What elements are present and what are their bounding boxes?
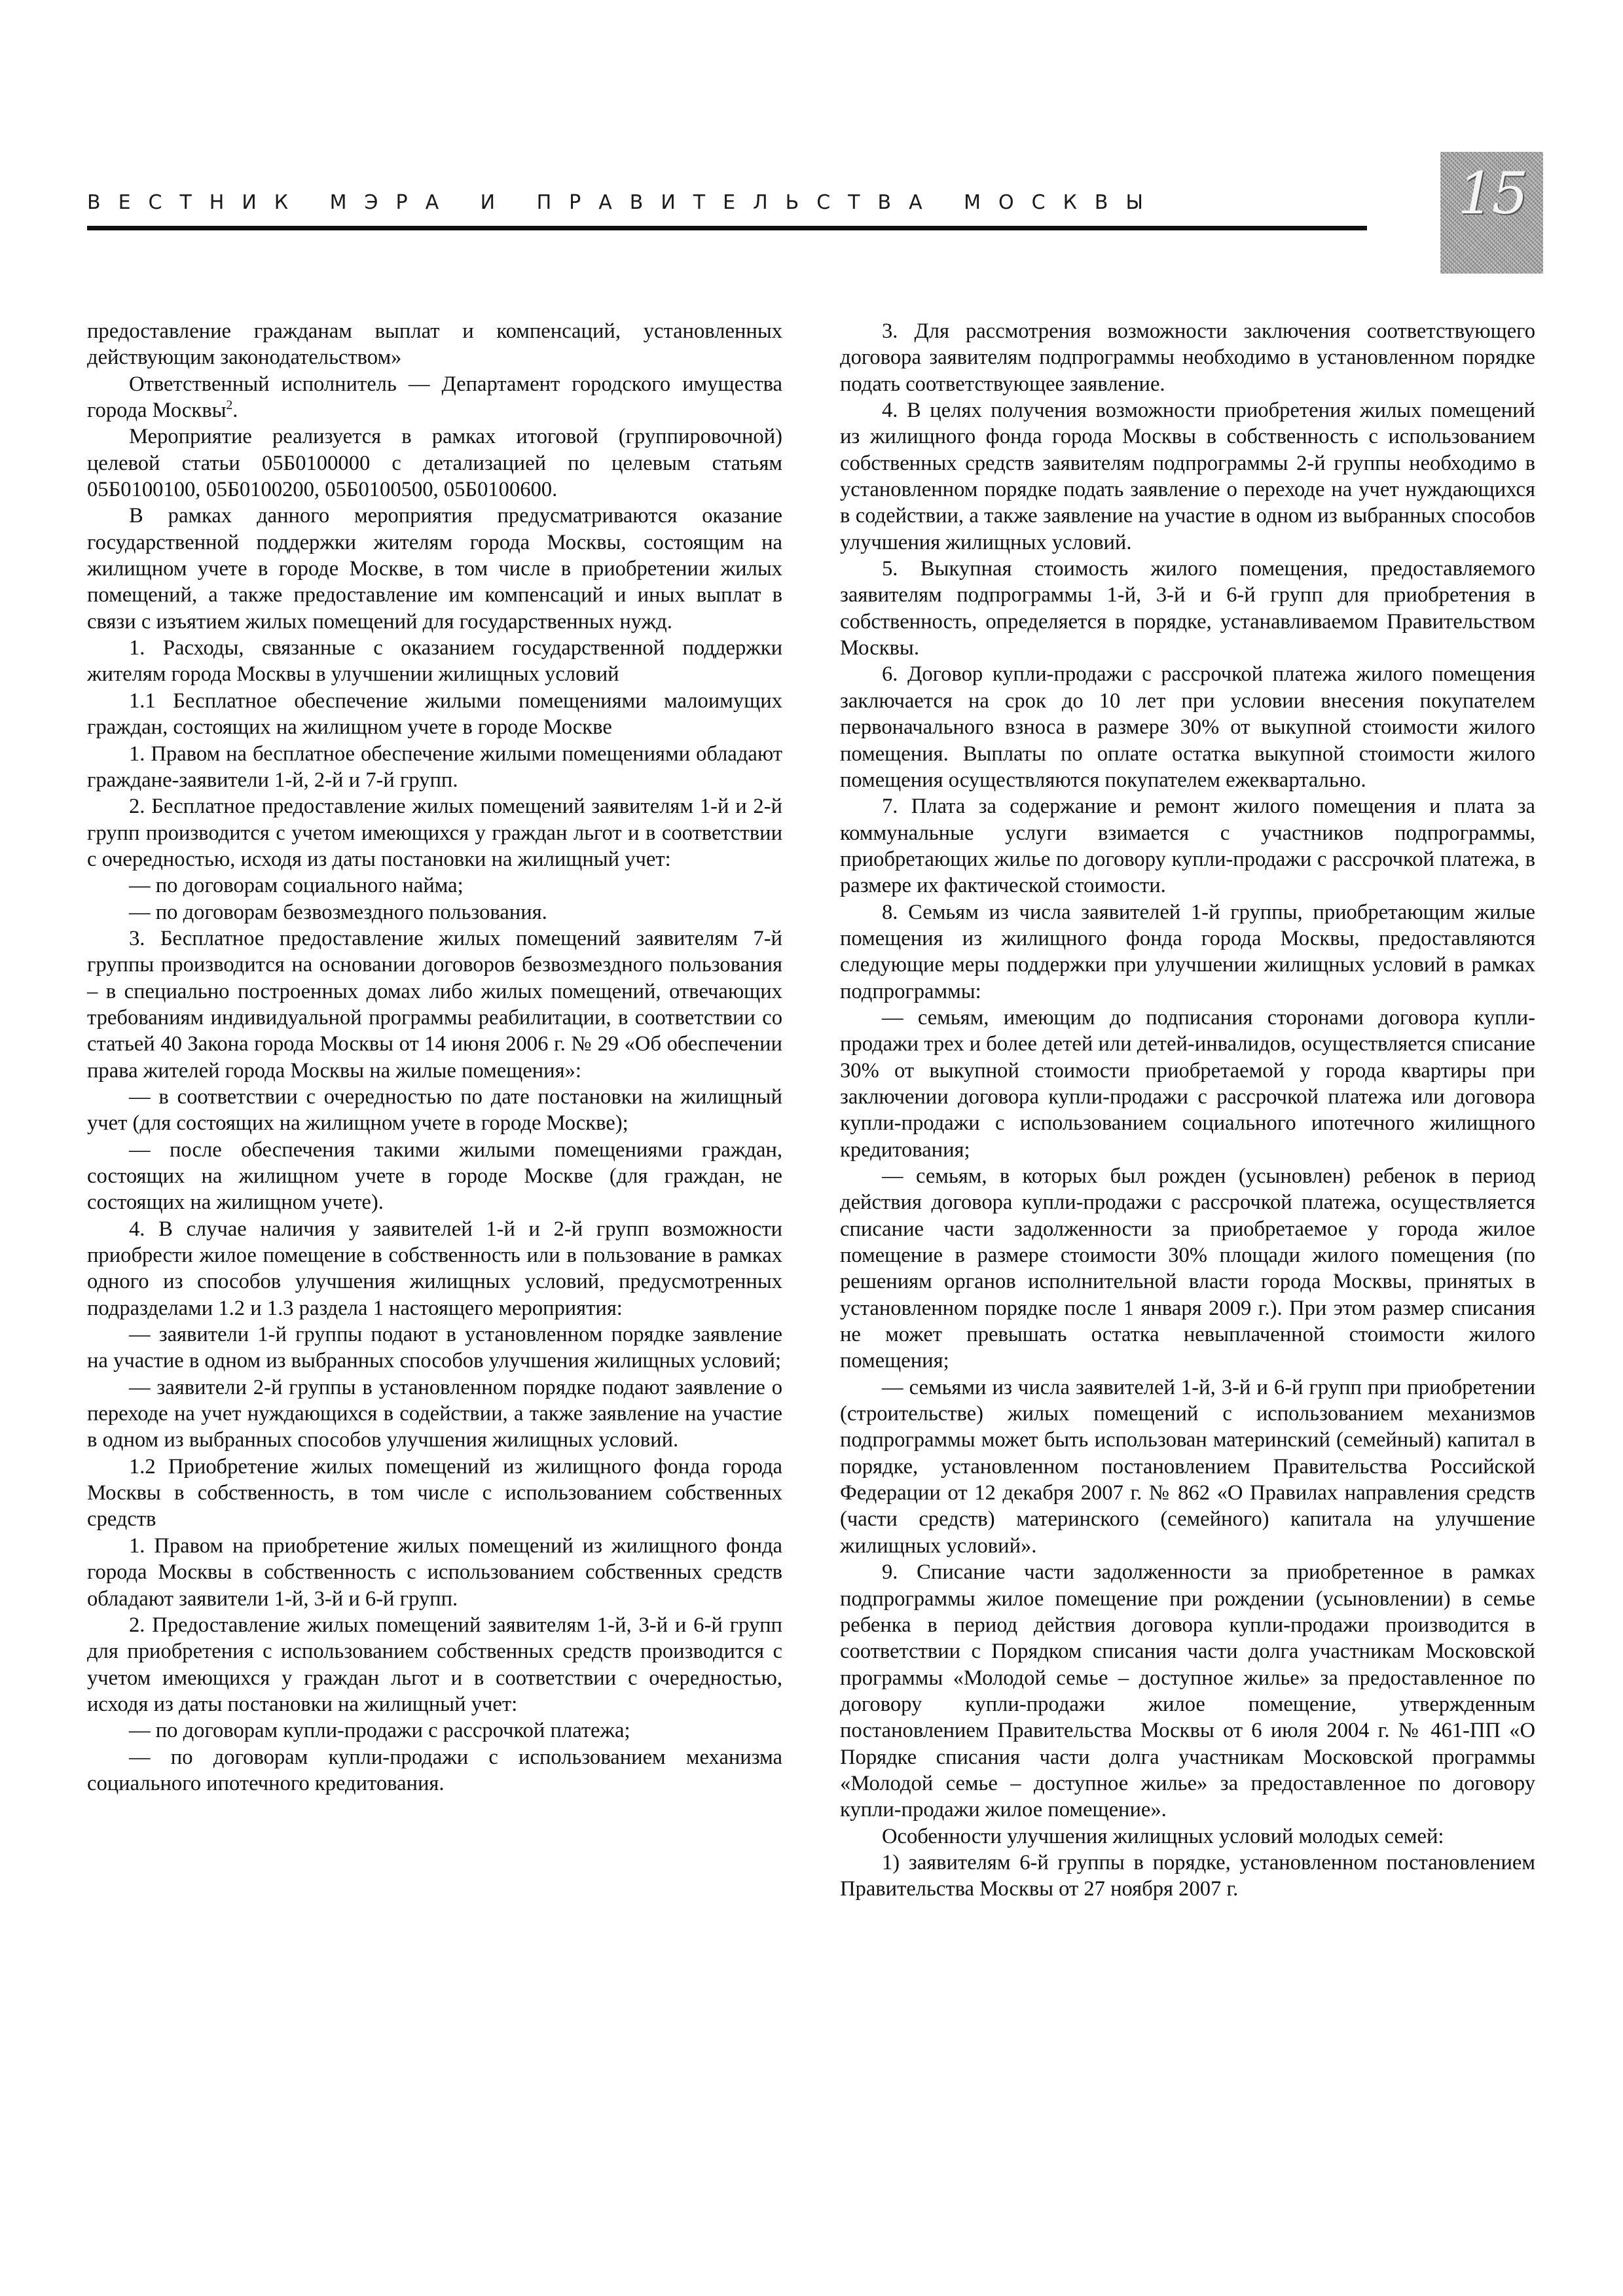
paragraph: — по договорам купли-продажи с использованием механизма социального ипотечного кредитования. — [87, 1745, 782, 1795]
paragraph: — по договорам купли-продажи с рассрочкой платежа; — [129, 1719, 630, 1743]
page-number: 15 — [1457, 160, 1526, 227]
paragraph: 6. Договор купли-продажи с рассрочкой платежа жилого помещения заключается на срок до 10 лет при условии внесения покупателем первоначального взноса в размере 30% от выкупной стоимости жилого помещения. Выплаты по оплате остатка выкупной стоимости жилого помещения осуществляются покупателем ежеквартально. — [840, 662, 1535, 792]
paragraph: 1. Расходы, связанные с оказанием государственной поддержки жителям города Москвы в улучшении жилищных условий — [87, 636, 782, 687]
paragraph: 1.2 Приобретение жилых помещений из жилищного фонда города Москвы в собственность, в том числе с использованием собственных средств — [87, 1454, 782, 1532]
header-rule — [87, 226, 1367, 230]
paragraph: Особенности улучшения жилищных условий молодых семей: — [882, 1824, 1444, 1848]
paragraph: — заявители 1-й группы подают в установленном порядке заявление на участие в одном из выбранных способов улучшения жилищных условий; — [87, 1323, 782, 1373]
paragraph: 3. Для рассмотрения возможности заключения соответствующего договора заявителям подпрограммы необходимо в установленном порядке подать соответствующее заявление. — [840, 319, 1535, 396]
paragraph: 5. Выкупная стоимость жилого помещения, предоставляемого заявителям подпрограммы 1-й, 3-й и 6-й групп для приобретения в собственность, определяется в порядке, устанавливаемом Правительством Москвы. — [840, 557, 1535, 660]
page-number-badge — [1440, 152, 1543, 274]
paragraph: 1) заявителям 6-й группы в порядке, установленном постановлением Правительства Москвы от 27 ноября 2007 г. — [840, 1850, 1535, 1901]
paragraph: — по договорам социального найма; — [129, 874, 464, 898]
paragraph: 1. Правом на приобретение жилых помещений из жилищного фонда города Москвы в собственность с использованием собственных средств обладают заявители 1-й, 3-й и 6-й групп. — [87, 1534, 782, 1611]
paragraph: 1.1 Бесплатное обеспечение жилыми помещениями малоимущих граждан, состоящих на жилищном учете в городе Москве — [87, 689, 782, 740]
paragraph: — заявители 2-й группы в установленном порядке подают заявление о переходе на учет нуждающихся в содействии, а также заявление на участие в одном из выбранных способов улучшения жилищных условий. — [87, 1375, 782, 1452]
paragraph: 4. В целях получения возможности приобретения жилых помещений из жилищного фонда города Москвы в собственность с использованием собственных средств заявителям подпрограммы 2-й группы необходимо в установленном порядке подать заявление о переходе на учет нуждающихся в содействии, а также заявление на участие в одном из выбранных способов улучшения жилищных условий. — [840, 399, 1535, 554]
paragraph — [87, 371, 782, 424]
paragraph: — семьями из числа заявителей 1-й, 3-й и 6-й групп при приобретении (строительстве) жилых помещений с использованием механизмов подпрограммы может быть использован материнский (семейный) капитал в порядке, установленном постановлением Правительства Российской Федерации от 12 декабря 2007 г. № 862 «О Правилах направления средств (части средств) материнского (семейного) капитала на улучшение жилищных условий». — [840, 1375, 1535, 1558]
paragraph: предоставление гражданам выплат и компенсаций, установленных действующим законодательством» — [87, 319, 782, 370]
paragraph: — семьям, в которых был рожден (усыновлен) ребенок в период действия договора купли-продажи с рассрочкой платежа, осуществляется списание части задолженности за приобретаемое у города жилое помещение в размере стоимости 30% площади жилого помещения (по решениям органов исполнительной власти города Москвы, принятых в установленном порядке после 1 января 2009 г.). При этом размер списания не может превышать остатка невыплаченной стоимости жилого помещения; — [840, 1164, 1535, 1373]
paragraph: В рамках данного мероприятия предусматриваются оказание государственной поддержки жителям города Москвы, состоящим на жилищном учете в городе Москве, в том числе в приобретении жилых помещений, а также предоставление им компенсаций и иных выплат в связи с изъятием жилых помещений для государственных нужд. — [87, 504, 782, 634]
paragraph: — в соответствии с очередностью по дате постановки на жилищный учет (для состоящих на жилищном учете в городе Москве); — [87, 1085, 782, 1136]
paragraph: 1. Правом на бесплатное обеспечение жилыми помещениями обладают граждане-заявители 1-й, 2-й и 7-й групп. — [87, 742, 782, 792]
paragraph: 9. Списание части задолженности за приобретенное в рамках подпрограммы жилое помещение при рождении (усыновлении) в семье ребенка в период действия договора купли-продажи производится в соответствии с Порядком списания части долга участникам Московской программы «Молодой семье – доступное жилье» за предоставленное по договору купли-продажи жилое помещение, утвержденным постановлением Правительства Москвы от 6 июля 2004 г. № 461-ПП «О Порядке списания части долга участникам Московской программы «Молодой семье – доступное жилье» за предоставленное по договору купли-продажи жилое помещение». — [840, 1560, 1535, 1822]
paragraph: 2. Бесплатное предоставление жилых помещений заявителям 1-й и 2-й групп производится с учетом имеющихся у граждан льгот и в соответствии с очередностью, исходя из даты постановки на жилищный учет: — [87, 795, 782, 871]
paragraph: — по договорам безвозмездного пользования. — [129, 900, 547, 924]
left-column — [87, 318, 782, 1797]
footnote-mark: 2 — [226, 399, 233, 413]
paragraph: — после обеспечения такими жилыми помещениями граждан, состоящих на жилищном учете в городе Москве (для граждан, не состоящих на жилищном учете). — [87, 1138, 782, 1215]
paragraph: — семьям, имеющим до подписания сторонами договора купли-продажи трех и более детей или детей-инвалидов, осуществляется списание 30% от выкупной стоимости приобретаемой у города квартиры при заключении договора купли-продажи с рассрочкой платежа или договора купли-продажи с использованием социального ипотечного жилищного кредитования; — [840, 1005, 1535, 1162]
paragraph: 2. Предоставление жилых помещений заявителям 1-й, 3-й и 6-й групп для приобретения с использованием собственных средств производится с учетом имеющихся у граждан льгот и в соответствии с очередностью, исходя из даты постановки на жилищный учет: — [87, 1613, 782, 1716]
paragraph: 3. Бесплатное предоставление жилых помещений заявителям 7-й группы производится на основании договоров безвозмездного пользования – в специально построенных домах либо жилых помещений, отвечающих требованиям индивидуальной программы реабилитации, в соответствии со статьей 40 Закона города Москвы от 14 июня 2006 г. № 29 «Об обеспечении права жителей города Москвы на жилые помещения»: — [87, 926, 782, 1083]
right-column — [840, 318, 1535, 1903]
paragraph: 8. Семьям из числа заявителей 1-й группы, приобретающим жилые помещения из жилищного фонда города Москвы, предоставляются следующие меры поддержки при улучшении жилищных условий в рамках подпрограммы: — [840, 900, 1535, 1003]
journal-title: ВЕСТНИК МЭРА И ПРАВИТЕЛЬСТВА МОСКВЫ — [87, 191, 1161, 214]
paragraph-text: Ответственный исполнитель — Департамент городского имущества города Москвы — [87, 372, 782, 423]
paragraph: 4. В случае наличия у заявителей 1-й и 2-й групп возможности приобрести жилое помещение в собственность или в пользование в рамках одного из способов улучшения жилищных условий, предусмотренных подразделами 1.2 и 1.3 раздела 1 настоящего мероприятия: — [87, 1217, 782, 1320]
punctuation: . — [232, 399, 238, 423]
paragraph: Мероприятие реализуется в рамках итоговой (группировочной) целевой статьи 05Б0100000 с детализацией по целевым статьям 05Б0100100, 05Б0100200, 05Б0100500, 05Б0100600. — [87, 425, 782, 502]
paragraph: 7. Плата за содержание и ремонт жилого помещения и плата за коммунальные услуги взимается с участников подпрограммы, приобретающих жилье по договору купли-продажи с рассрочкой платежа, в размере их фактической стоимости. — [840, 795, 1535, 898]
